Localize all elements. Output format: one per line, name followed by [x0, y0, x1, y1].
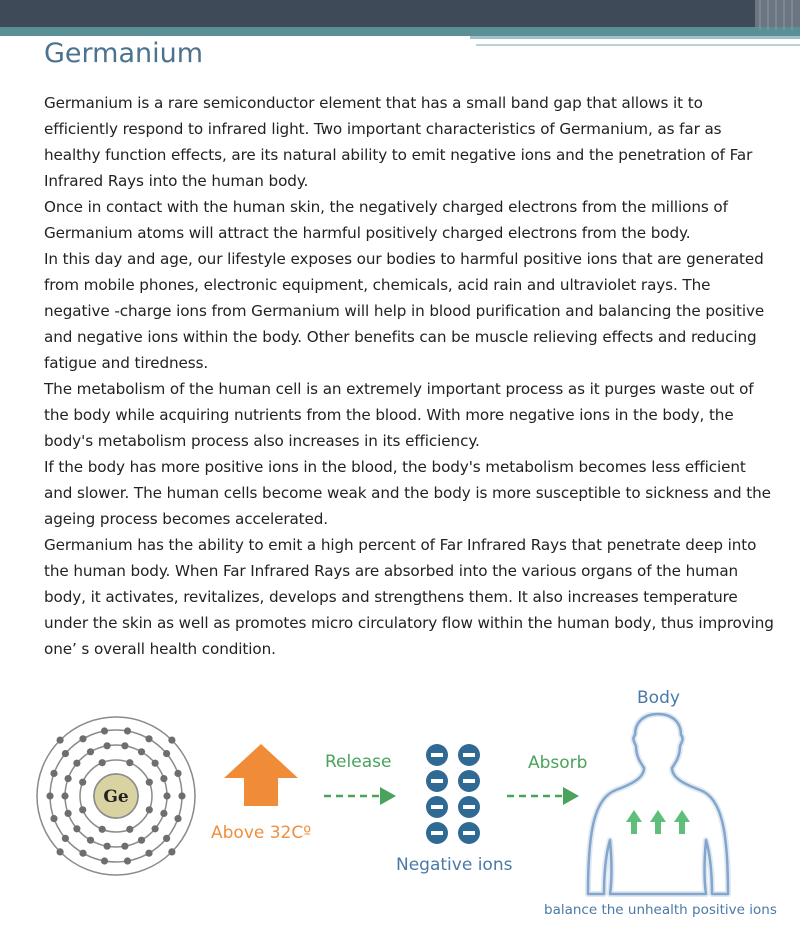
paragraph-1: Germanium is a rare semiconductor element that has a small band gap that allows it to efficiently respond to infrared light. Two important characteristics of Germanium, as far as healthy function effects, are its natural ability to emit negative ions and the penetration of Far Infrared Rays into the human body.: [44, 94, 753, 190]
atom-symbol: Ge: [103, 787, 129, 807]
electron-dot: [50, 815, 57, 822]
electron-dot: [163, 750, 170, 757]
electron-dot: [163, 792, 170, 799]
minus-sign-icon: [463, 753, 475, 757]
electron-dot: [101, 727, 108, 734]
germanium-atom-icon: [30, 710, 202, 882]
electron-dot: [62, 835, 69, 842]
electron-dot: [87, 748, 94, 755]
electron-dot: [168, 848, 175, 855]
electron-dot: [121, 843, 128, 850]
electron-dot: [57, 737, 64, 744]
release-arrow-icon: [322, 784, 398, 808]
human-body-icon: [580, 712, 736, 898]
electron-dot: [99, 759, 106, 766]
electron-dot: [79, 779, 86, 786]
minus-sign-icon: [463, 805, 475, 809]
electron-dot: [79, 735, 86, 742]
electron-dot: [50, 770, 57, 777]
germanium-diagram: [0, 680, 800, 950]
electron-dot: [160, 810, 167, 817]
electron-dot: [65, 810, 72, 817]
electron-dot: [145, 735, 152, 742]
absorb-arrow-icon: [505, 784, 581, 808]
electron-dot: [79, 850, 86, 857]
electron-dot: [168, 737, 175, 744]
paragraph-4: The metabolism of the human cell is an extremely important process as it purges waste out of the body while acquiring nutrients from the blood. With more negative ions in the body, the body's metabolism process also increases in its efficiency.: [44, 380, 754, 450]
release-label: Release: [325, 752, 392, 772]
article-body: [44, 90, 774, 662]
electron-dot: [101, 857, 108, 864]
electron-dot: [174, 815, 181, 822]
body-caption: balance the unhealth positive ions: [544, 902, 777, 918]
electron-dot: [126, 826, 133, 833]
electron-dot: [65, 775, 72, 782]
electron-dot: [124, 857, 131, 864]
absorb-label: Absorb: [528, 753, 588, 773]
paragraph-2: Once in contact with the human skin, the negatively charged electrons from the millions of Germanium atoms will attract the harmful positively charged electrons from the body.: [44, 198, 728, 242]
electron-dot: [138, 748, 145, 755]
electron-dot: [79, 806, 86, 813]
electron-dot: [146, 779, 153, 786]
body-label: Body: [637, 688, 680, 708]
negative-ions-icon: [424, 742, 484, 848]
electron-dot: [46, 792, 53, 799]
electron-dot: [152, 760, 159, 767]
electron-dot: [99, 826, 106, 833]
electron-dot: [174, 770, 181, 777]
minus-sign-icon: [431, 831, 443, 835]
electron-dot: [124, 727, 131, 734]
heat-up-arrow-icon: [222, 742, 300, 808]
paragraph-3: In this day and age, our lifestyle exposes our bodies to harmful positive ions that are generated from mobile phones, electronic equipment, chemicals, acid rain and ultraviolet rays. The negative -charge ions from Germanium will help in blood purification and balancing the positive and negative ions within the body. Other benefits can be muscle relieving effects and reducing fatigue and tiredness.: [44, 250, 765, 372]
electron-dot: [163, 835, 170, 842]
minus-sign-icon: [431, 779, 443, 783]
electron-dot: [121, 742, 128, 749]
electron-dot: [57, 848, 64, 855]
page-title: Germanium: [44, 38, 204, 69]
negative-ions-label: Negative ions: [396, 855, 513, 875]
paragraph-6: Germanium has the ability to emit a high percent of Far Infrared Rays that penetrate deep into the human body. When Far Infrared Rays are absorbed into the various organs of the human body, it activates, revitalizes, develops and strengthens them. It also increases temperature under the skin as well as promotes micro circulatory flow within the human body, thus improving one’ s overall health condition.: [44, 536, 774, 658]
electron-dot: [146, 806, 153, 813]
electron-dot: [145, 850, 152, 857]
electron-dot: [87, 837, 94, 844]
electron-dot: [62, 750, 69, 757]
electron-dot: [178, 792, 185, 799]
electron-dot: [160, 775, 167, 782]
paragraph-5: If the body has more positive ions in the blood, the body's metabolism becomes less efficient and slower. The human cells become weak and the body is more susceptible to sickness and the ageing process becomes accelerated.: [44, 458, 771, 528]
electron-dot: [73, 825, 80, 832]
electron-dot: [126, 759, 133, 766]
minus-sign-icon: [463, 779, 475, 783]
minus-sign-icon: [431, 805, 443, 809]
electron-dot: [152, 825, 159, 832]
minus-sign-icon: [463, 831, 475, 835]
heat-label: Above 32Cº: [211, 823, 312, 843]
electron-dot: [104, 742, 111, 749]
electron-dot: [73, 760, 80, 767]
electron-dot: [61, 792, 68, 799]
electron-dot: [138, 837, 145, 844]
minus-sign-icon: [431, 753, 443, 757]
electron-dot: [104, 843, 111, 850]
